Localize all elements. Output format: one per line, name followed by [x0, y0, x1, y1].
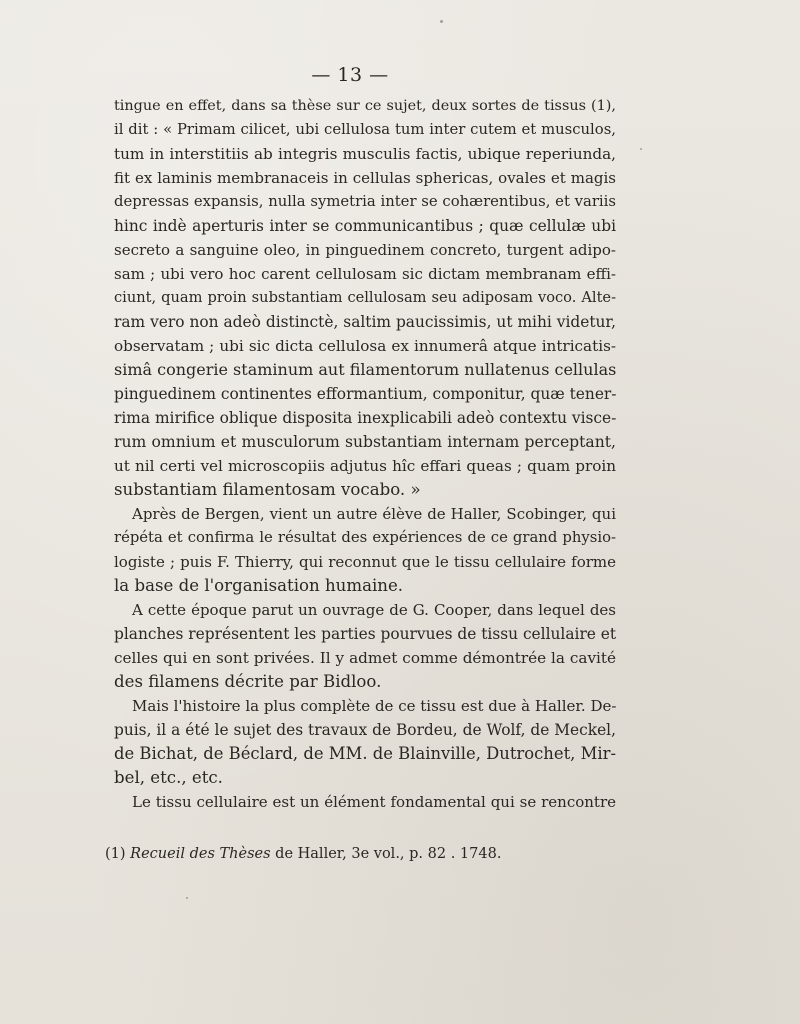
text-line: A cette époque parut un ouvrage de G. Cooper, dans lequel des	[132, 601, 616, 619]
body-text	[114, 94, 616, 814]
text-line: tingue en effet, dans sa thèse sur ce sujet, deux sortes de tissus (1),	[114, 98, 616, 114]
text-line: pinguedinem continentes efformantium, componitur, quæ tener-	[114, 385, 617, 403]
text-line: rum omnium et musculorum substantiam internam perceptant,	[114, 433, 616, 451]
paper-speck	[186, 897, 188, 899]
text-line: secreto a sanguine oleo, in pinguedinem concreto, turgent adipo-	[114, 241, 616, 259]
text-line: hinc indè aperturis inter se communicantibus ; quæ cellulæ ubi	[114, 217, 616, 235]
text-line: ram vero non adeò distinctè, saltim paucissimis, ut mihi videtur,	[114, 313, 616, 331]
text-line: rima mirifice oblique disposita inexplicabili adeò contextu visce-	[114, 409, 617, 427]
text-line: des filamens décrite par Bidloo.	[114, 672, 382, 691]
text-line: planches représentent les parties pourvues de tissu cellulaire et	[114, 625, 617, 643]
text-line: Après de Bergen, vient un autre élève de Haller, Scobinger, qui	[132, 505, 616, 523]
footnote-title: Recueil des Thèses	[130, 846, 271, 862]
paper-speck	[640, 148, 642, 150]
text-line: simâ congerie staminum aut filamentorum nullatenus cellulas	[114, 360, 617, 379]
text-line: sam ; ubi vero hoc carent cellulosam sic dictam membranam effi-	[114, 265, 616, 283]
paper-speck	[440, 20, 443, 23]
text-line: depressas expansis, nulla symetria inter se cohærentibus, et variis	[114, 193, 616, 210]
page-number: — 13 —	[311, 64, 389, 86]
footnote-reference: de Haller, 3e vol., p. 82 . 1748.	[275, 846, 502, 862]
text-line: observatam ; ubi sic dicta cellulosa ex innumerâ atque intricatis-	[114, 337, 616, 355]
text-line: il dit : « Primam cilicet, ubi cellulosa tum inter cutem et musculos,	[114, 121, 616, 138]
text-line: Le tissu cellulaire est un élément fondamental qui se rencontre	[132, 793, 616, 811]
text-line: Mais l'histoire la plus complète de ce tissu est due à Haller. De-	[132, 697, 617, 715]
text-line: celles qui en sont privées. Il y admet comme démontrée la cavité	[114, 649, 616, 667]
text-line: de Bichat, de Béclard, de MM. de Blainville, Dutrochet, Mir-	[114, 744, 616, 763]
text-line: puis, il a été le sujet des travaux de Bordeu, de Wolf, de Meckel,	[114, 721, 616, 739]
text-line: logiste ; puis F. Thierry, qui reconnut que le tissu cellulaire forme	[114, 553, 616, 571]
footnote	[105, 846, 501, 862]
text-line: la base de l'organisation humaine.	[114, 576, 404, 595]
text-line: tum in interstitiis ab integris musculis factis, ubique reperiunda,	[114, 145, 616, 163]
text-line: substantiam filamentosam vocabo. »	[114, 480, 421, 499]
text-line: ut nil certi vel microscopiis adjutus hîc effari queas ; quam proin	[114, 457, 616, 475]
text-line: répéta et confirma le résultat des expériences de ce grand physio-	[114, 529, 616, 546]
footnote-marker: (1)	[105, 846, 126, 862]
text-line: bel, etc., etc.	[114, 768, 223, 787]
text-line: ciunt, quam proin substantiam cellulosam seu adiposam voco. Alte-	[114, 289, 616, 306]
text-line: fit ex laminis membranaceis in cellulas sphericas, ovales et magis	[114, 169, 616, 187]
